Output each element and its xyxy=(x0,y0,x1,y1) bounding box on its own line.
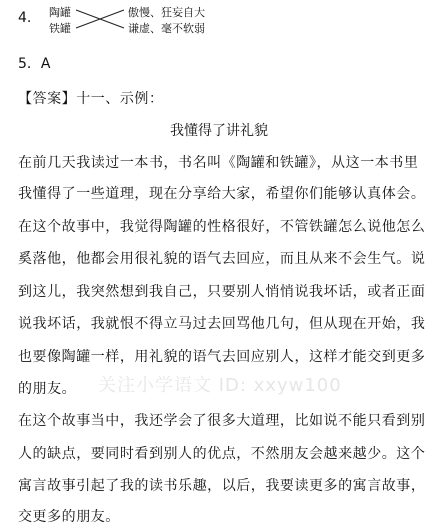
essay-line: 人的缺点，要同时看到别人的优点，不然朋友会越来越少。这个 xyxy=(18,446,426,462)
essay-line: 寓言故事引起了我的读书乐趣，以后，我要读更多的寓言故事， xyxy=(18,478,426,494)
matching-cross-lines xyxy=(74,4,126,34)
essay-line: 也要像陶罐一样，用礼貌的语气去回应别人，这样才能交到更多 xyxy=(18,349,426,365)
match-left-item-1: 陶罐 xyxy=(49,6,71,19)
essay-line: 在这个故事中，我觉得陶罐的性格很好，不管铁罐怎么说他怎么 xyxy=(18,219,426,235)
match-right-item-2: 谦虚、毫不软弱 xyxy=(128,22,205,35)
essay-line: 在前几天我读过一本书，书名叫《陶罐和铁罐》，从这一本书里 xyxy=(18,155,419,171)
match-left-item-2: 铁罐 xyxy=(49,22,71,35)
essay-line: 说我坏话，我就恨不得立马过去回骂他几句，但从现在开始，我 xyxy=(18,316,426,332)
question-4-number: 4. xyxy=(18,10,32,26)
essay-title: 我懂得了讲礼貌 xyxy=(170,123,268,139)
essay-line: 奚落他，他都会用很礼貌的语气去回应，而且从来不会生气。说 xyxy=(18,251,426,267)
essay-line: 的朋友。 xyxy=(18,381,77,397)
question-5-answer: 5．A xyxy=(18,56,51,72)
match-right-item-1: 傲慢、狂妄自大 xyxy=(128,6,205,19)
essay-line: 交更多的朋友。 xyxy=(18,509,120,525)
answer-header: 【答案】十一、示例： xyxy=(18,91,164,107)
essay-line: 我懂得了一些道理，现在分享给大家，希望你们能够认真体会。 xyxy=(18,186,426,202)
watermark: 关注小学语文 ID: xxyw100 xyxy=(98,375,342,396)
essay-line: 在这个故事当中，我还学会了很多大道理，比如说不能只看到别 xyxy=(18,413,426,429)
essay-line: 到这儿，我突然想到我自己，只要别人悄悄说我坏话，或者正面 xyxy=(18,284,426,300)
